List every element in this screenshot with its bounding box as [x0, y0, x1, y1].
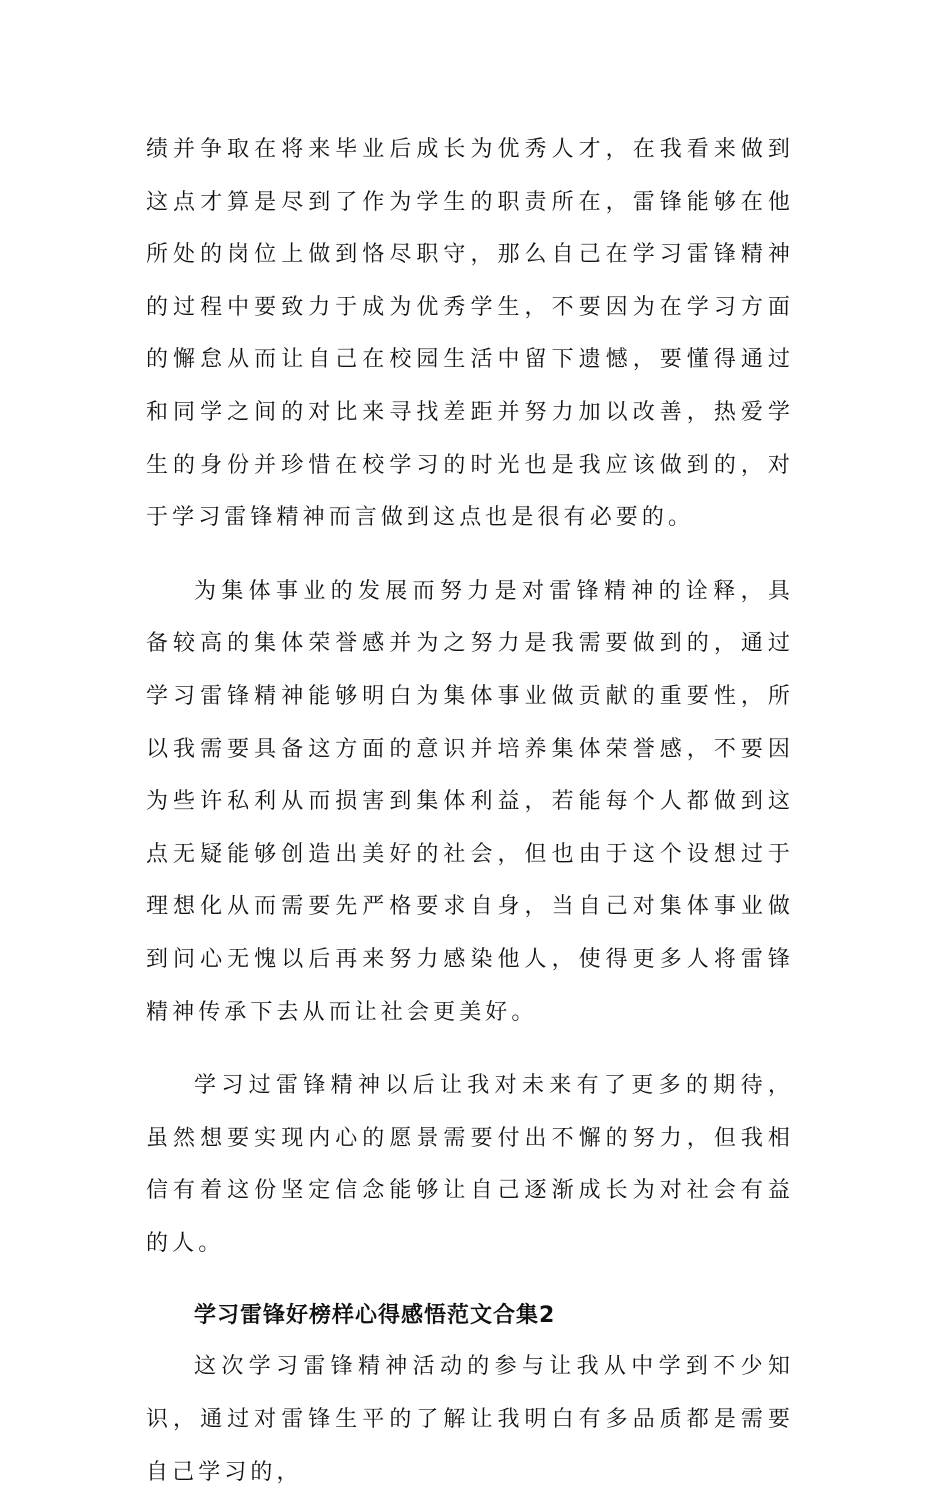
paragraph-future-expectation: 学习过雷锋精神以后让我对未来有了更多的期待，虽然想要实现内心的愿景需要付出不懈的努力，但我相信有着这份坚定信念能够让自己逐渐成长为对社会有益的人。 — [146, 1073, 794, 1256]
section-heading: 学习雷锋好榜样心得感悟范文合集2 — [194, 1303, 556, 1329]
paragraph-activity-intro: 这次学习雷锋精神活动的参与让我从中学到不少知识，通过对雷锋生平的了解让我明白有多品质都是需要自己学习的， — [146, 1354, 794, 1485]
paragraph-collective-honor: 为集体事业的发展而努力是对雷锋精神的诠释，具备较高的集体荣誉感并为之努力是我需要做到的，通过学习雷锋精神能够明白为集体事业做贡献的重要性，所以我需要具备这方面的意识并培养集体荣誉感，不要因为些许私利从而损害到集体利益，若能每个人都做到这点无疑能够创造出美好的社会，但也由于这个设想过于理想化从而需要先严格要求自身，当自己对集体事业做到问心无愧以后再来努力感染他人，使得更多人将雷锋精神传承下去从而让社会更美好。 — [146, 578, 794, 1025]
paragraph-spacer — [146, 1270, 794, 1291]
paragraph-spacer — [146, 545, 794, 566]
document-body — [146, 124, 794, 1499]
paragraph-spacer — [146, 1039, 794, 1060]
paragraph-continued: 绩并争取在将来毕业后成长为优秀人才，在我看来做到这点才算是尽到了作为学生的职责所在，雷锋能够在他所处的岗位上做到恪尽职守，那么自己在学习雷锋精神的过程中要致力于成为优秀学生，不要因为在学习方面的懈怠从而让自己在校园生活中留下遗憾，要懂得通过和同学之间的对比来寻找差距并努力加以改善，热爱学生的身份并珍惜在校学习的时光也是我应该做到的，对于学习雷锋精神而言做到这点也是很有必要的。 — [146, 137, 794, 531]
